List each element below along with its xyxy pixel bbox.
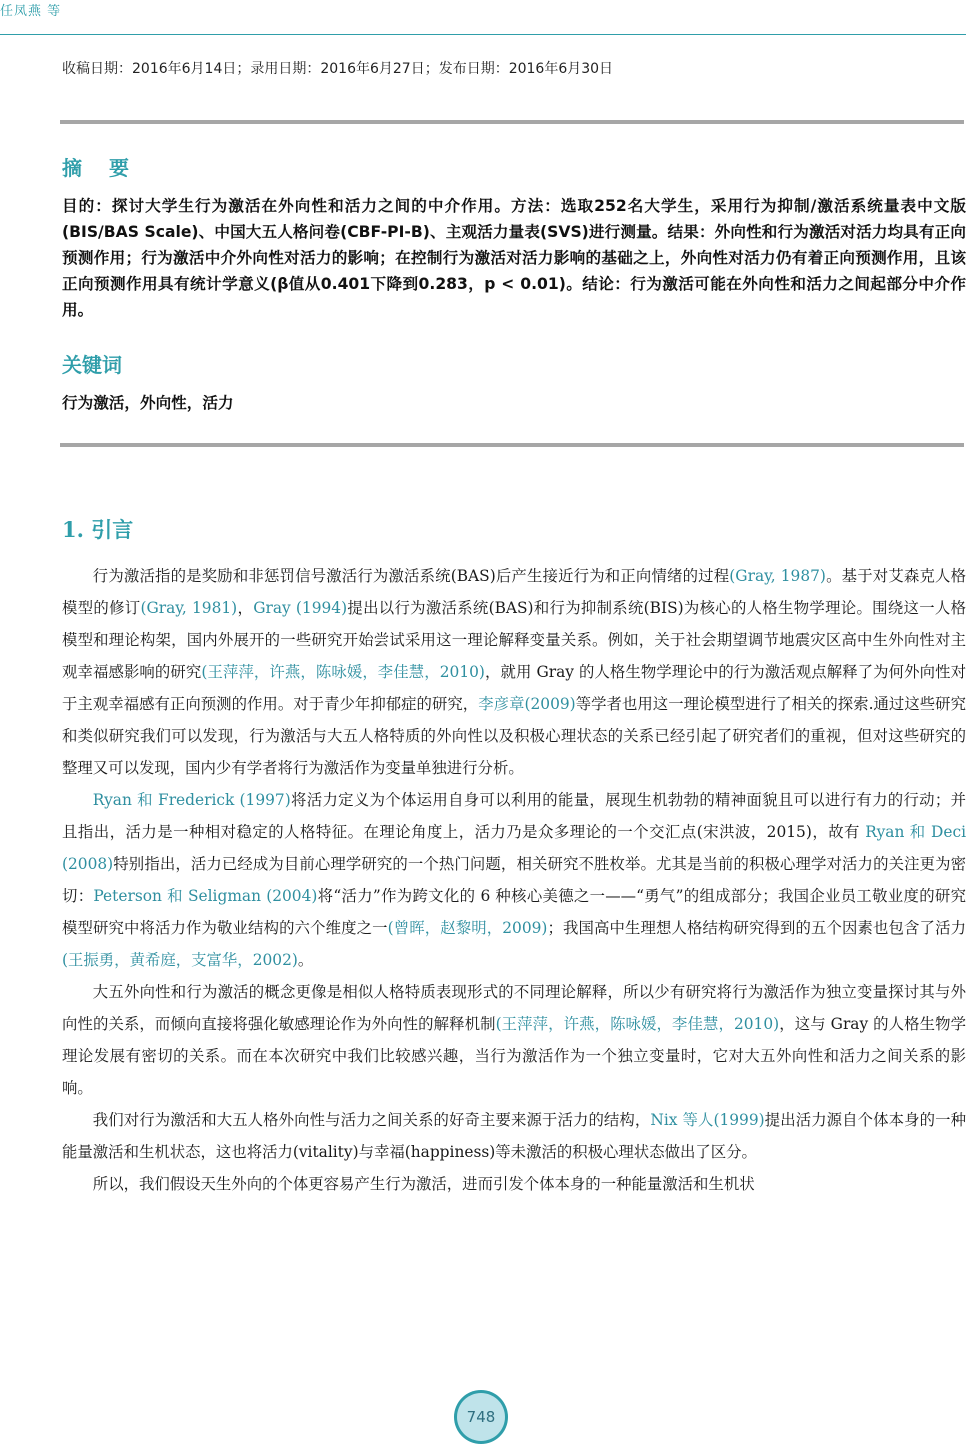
citation-link[interactable]: (Gray, 1981) [140, 599, 238, 617]
text: 提出活力源自个体本身的一种能量激活和生机状态，这也将活力(vitality)与幸福(happiness)等未激活的积极心理状态做出了区分。 [62, 1111, 966, 1161]
text: 将“活力”作为跨文化的 6 种核心美德之一——“勇气”的组成部分；我国企业员工敬业度的研究模型研究中将活力作为敬业结构的六个维度之一 [62, 887, 966, 937]
keywords-text: 行为激活，外向性，活力 [62, 394, 234, 412]
running-head: 任凤燕 等 [0, 4, 62, 19]
text: 所以，我们假设天生外向的个体更容易产生行为激活，进而引发个体本身的一种能量激活和生机状 [92, 1175, 755, 1193]
text: ，这与 Gray 的人格生物学理论发展有密切的关系。而在本次研究中我们比较感兴趣，当行为激活作为一个独立变量时，它对大五外向性和活力之间关系的影响。 [62, 1015, 966, 1097]
publication-dates: 收稿日期：2016年6月14日；录用日期：2016年6月27日；发布日期：2016年6月30日 [62, 61, 614, 77]
text: 等学者也用这一理论模型进行了相关的探索.通过这些研究和类似研究我们可以发现，行为激活与大五人格特质的外向性以及积极心理状态的关系已经引起了研究者们的重视，但对这些研究的整理又可以发现，国内少有学者将行为激活作为变量单独进行分析。 [62, 695, 966, 777]
abstract-title: 摘 要 [62, 156, 139, 180]
citation-link[interactable]: (曾晖，赵黎明，2009) [387, 919, 548, 937]
citation-link[interactable]: 李彦章(2009) [478, 695, 576, 713]
text: ， [237, 599, 254, 617]
citation-link[interactable]: Ryan 和 Deci (2008) [62, 823, 966, 873]
citation-link[interactable]: Peterson 和 Seligman (2004) [93, 887, 318, 905]
section-title-intro: 1. 引言 [62, 517, 134, 542]
paragraph-5 [62, 1168, 966, 1200]
citation-link[interactable]: (王萍萍，许燕，陈咏媛，李佳慧，2010) [201, 663, 485, 681]
text: 我们对行为激活和大五人格外向性与活力之间关系的好奇主要来源于活力的结构， [92, 1111, 651, 1129]
citation-link[interactable]: Ryan 和 Frederick (1997) [92, 791, 291, 809]
page-number: 748 [457, 1393, 505, 1441]
citation-link[interactable]: (Gray, 1987) [729, 567, 826, 585]
abstract-top-rule [60, 120, 964, 124]
citation-link[interactable]: (王萍萍，许燕，陈咏媛，李佳慧，2010) [495, 1015, 780, 1033]
citation-link[interactable]: (王振勇，黄希庭，支富华，2002) [62, 951, 298, 969]
abstract-bottom-rule [60, 443, 964, 447]
paragraph-4 [62, 1104, 966, 1168]
citation-link[interactable]: Nix 等人(1999) [650, 1111, 765, 1129]
keywords-title: 关键词 [62, 353, 122, 377]
text: 将活力定义为个体运用自身可以利用的能量，展现生机勃勃的精神面貌且可以进行有力的行动；并且指出，活力是一种相对稳定的人格特征。在理论角度上，活力乃是众多理论的一个交汇点(宋洪波，2015)，故有 [62, 791, 966, 841]
text: 提出以行为激活系统(BAS)和行为抑制系统(BIS)为核心的人格生物学理论。围绕这一人格模型和理论构架，国内外展开的一些研究开始尝试采用这一理论解释变量关系。例如，关于社会期望调节地震灾区高中生外向性对主观幸福感影响的研究 [62, 599, 966, 681]
text: 行为激活指的是奖励和非惩罚信号激活行为激活系统(BAS)后产生接近行为和正向情绪的过程 [92, 567, 730, 585]
header-rule [0, 34, 966, 35]
paragraph-2 [62, 784, 966, 976]
text: 特别指出，活力已经成为目前心理学研究的一个热门问题，相关研究不胜枚举。尤其是当前的积极心理学对活力的关注更为密切： [62, 855, 966, 905]
text: 大五外向性和行为激活的概念更像是相似人格特质表现形式的不同理论解释，所以少有研究将行为激活作为独立变量探讨其与外向性的关系，而倾向直接将强化敏感理论作为外向性的解释机制 [62, 983, 966, 1033]
text: ；我国高中生理想人格结构研究得到的五个因素也包含了活力 [547, 919, 966, 937]
text: 。 [297, 951, 314, 969]
paragraph-1 [62, 560, 966, 784]
paragraph-3 [62, 976, 966, 1104]
citation-link[interactable]: Gray (1994) [253, 599, 348, 617]
text: ，就用 Gray 的人格生物学理论中的行为激活观点解释了为何外向性对于主观幸福感有正向预测的作用。对于青少年抑郁症的研究， [62, 663, 966, 713]
abstract-text: 目的：探讨大学生行为激活在外向性和活力之间的中介作用。方法：选取252名大学生，采用行为抑制/激活系统量表中文版(BIS/BAS Scale)、中国大五人格问卷(CBF-PI-B)、主观活力量表(SVS)进行测量。结果：外向性和行为激活对活力均具有正向预测作用；行为激活中介外向性对活力的影响；在控制行为激活对活力影响的基础之上，外向性对活力仍有着正向预测作用，且该正向预测作用具有统计学意义(β值从0.401下降到0.283，p < 0.01)。结论：行为激活可能在外向性和活力之间起部分中介作用。 [62, 197, 966, 319]
page-number-badge [454, 1390, 508, 1444]
text: 。基于对艾森克人格模型的修订 [62, 567, 966, 617]
intro-body [62, 560, 966, 1200]
